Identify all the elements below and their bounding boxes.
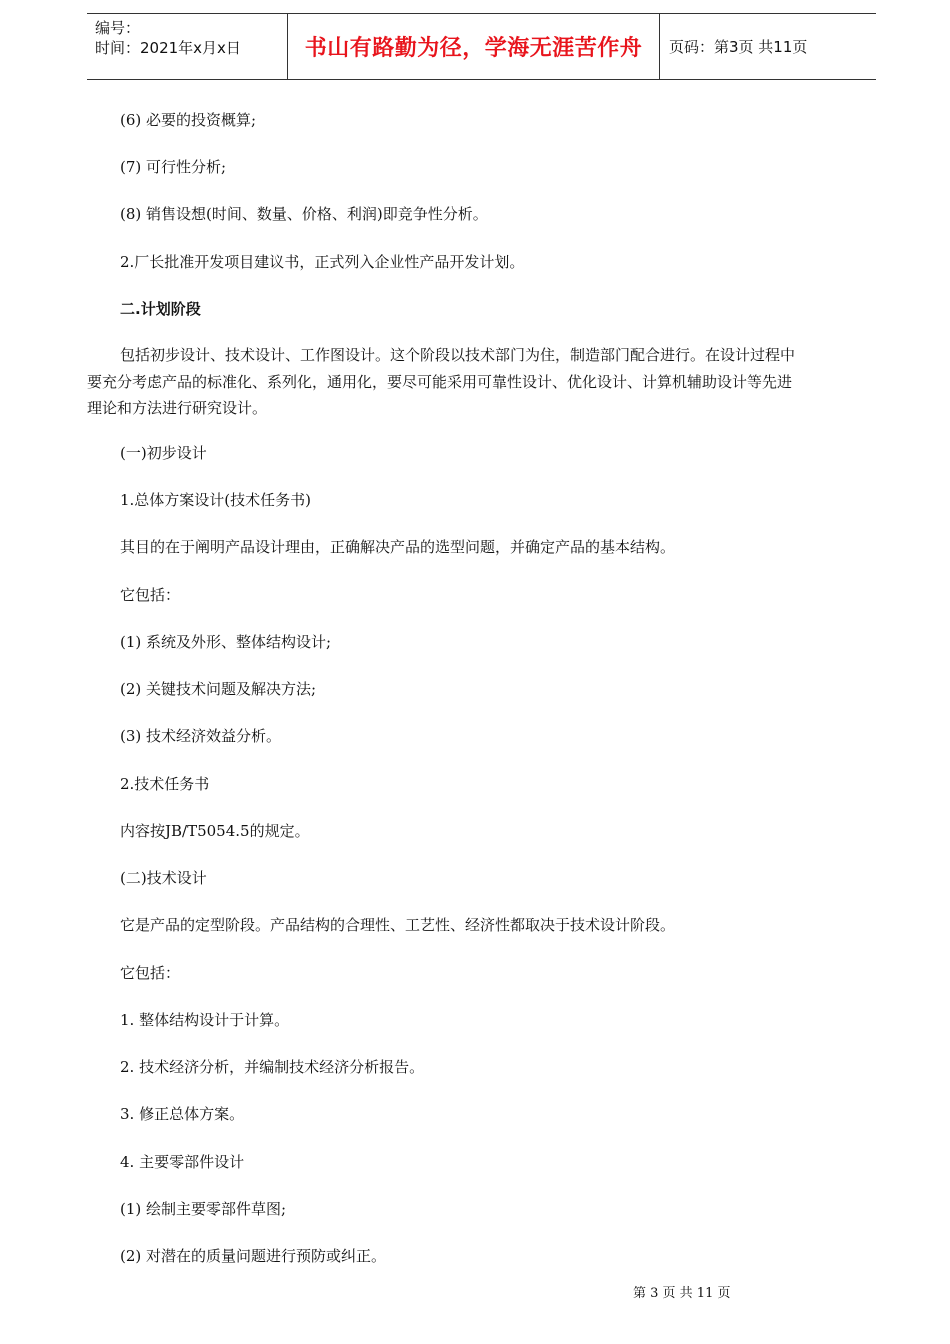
- page-footer: 第 3 页 共 11 页: [633, 1286, 731, 1301]
- list-item: 1. 整体结构设计于计算。: [120, 1011, 290, 1029]
- paragraph-line: 要充分考虑产品的标准化、系列化，通用化，要尽可能采用可靠性设计、优化设计、计算机辅助设计等先进: [87, 372, 793, 391]
- list-item: (3) 技术经济效益分析。: [120, 727, 282, 745]
- list-item: 2. 技术经济分析，并编制技术经济分析报告。: [120, 1058, 425, 1076]
- paragraph-line: 理论和方法进行研究设计。: [87, 399, 268, 417]
- list-item: (1) 系统及外形、整体结构设计;: [120, 633, 332, 651]
- text-line: 2.厂长批准开发项目建议书，正式列入企业性产品开发计划。: [120, 253, 525, 271]
- paragraph-line: 包括初步设计、技术设计、工作图设计。这个阶段以技术部门为住，制造部门配合进行。在设计过程中: [120, 346, 796, 364]
- text-line: 它是产品的定型阶段。产品结构的合理性、工艺性、经济性都取决于技术设计阶段。: [120, 916, 676, 934]
- subsection-heading: (二)技术设计: [120, 869, 207, 887]
- list-item: (1) 绘制主要零部件草图;: [120, 1200, 287, 1218]
- list-item: 3. 修正总体方案。: [120, 1105, 245, 1123]
- document-time-label: 时间：2021年x月x日: [95, 39, 241, 57]
- section-heading: 二.计划阶段: [120, 300, 201, 318]
- list-item: (7) 可行性分析;: [120, 158, 227, 176]
- header-page-info: 页码：第3页 共11页: [669, 38, 808, 56]
- list-item: (2) 对潜在的质量问题进行预防或纠正。: [120, 1247, 387, 1265]
- text-line: 其目的在于阐明产品设计理由，正确解决产品的选型问题，并确定产品的基本结构。: [120, 538, 676, 556]
- text-line: 它包括：: [120, 586, 181, 604]
- text-line: 2.技术任务书: [120, 775, 210, 793]
- header-motto: 书山有路勤为径，学海无涯苦作舟: [287, 14, 660, 79]
- list-item: (8) 销售设想(时间、数量、价格、利润)即竞争性分析。: [120, 205, 488, 223]
- text-line: 1.总体方案设计(技术任务书): [120, 491, 312, 509]
- section-paragraph: [87, 342, 876, 422]
- text-line: 它包括：: [120, 964, 181, 982]
- list-item: (6) 必要的投资概算;: [120, 111, 257, 129]
- list-item: 4. 主要零部件设计: [120, 1153, 245, 1171]
- document-number-label: 编号：: [95, 19, 141, 37]
- subsection-heading: (一)初步设计: [120, 444, 207, 462]
- text-line: 内容按JB/T5054.5的规定。: [120, 822, 310, 840]
- list-item: (2) 关键技术问题及解决方法;: [120, 680, 317, 698]
